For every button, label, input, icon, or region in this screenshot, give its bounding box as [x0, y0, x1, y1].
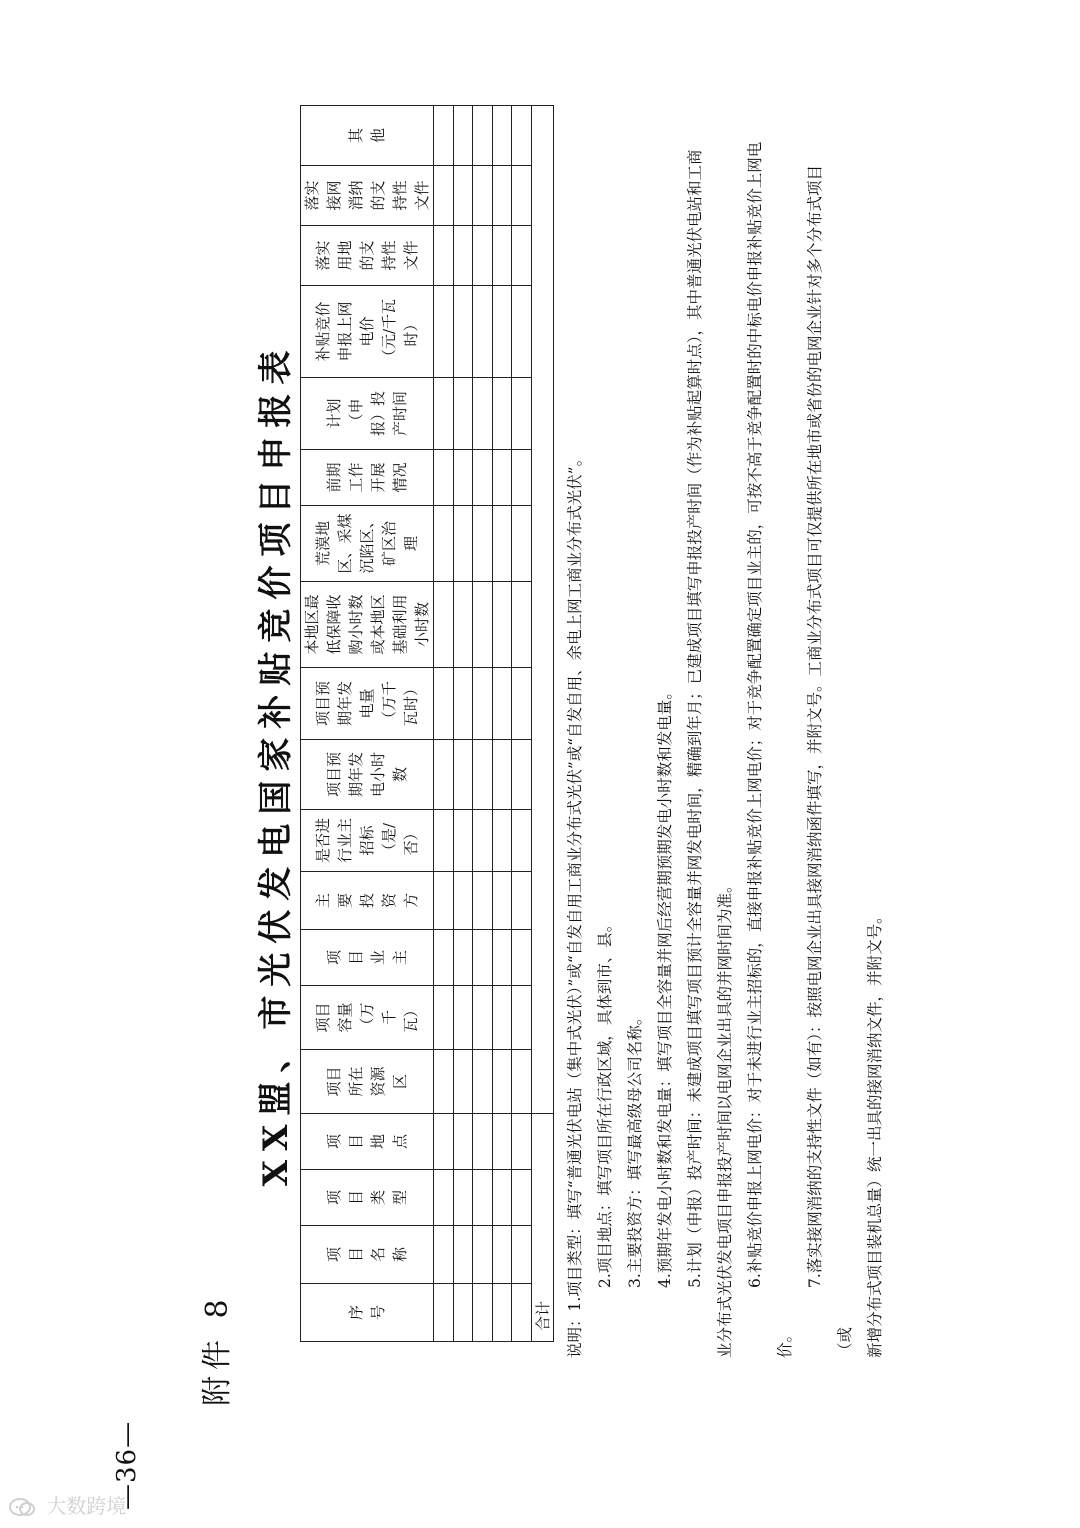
table-header-line: 电量	[358, 688, 376, 719]
table-header-line: （元/千瓦	[380, 298, 398, 365]
table-header-label	[323, 391, 411, 436]
note-5-continued: 业分布式光伏发电项目申报投产时间以电网企业出具的并网时间为准。	[716, 877, 734, 1358]
table-cell	[453, 582, 473, 668]
table-header-line: 文件	[413, 180, 431, 211]
table-header-line: 业	[369, 950, 387, 966]
table-header-label	[301, 595, 433, 655]
table-cell	[453, 506, 473, 582]
table-cell	[473, 986, 493, 1050]
table-cell	[473, 106, 493, 166]
table-cell	[473, 226, 493, 286]
table-cell	[473, 1284, 493, 1342]
table-cell	[492, 1284, 512, 1342]
table-header-line: 是否进	[314, 818, 332, 864]
table-cell	[473, 1114, 493, 1170]
table-cell	[512, 582, 532, 668]
table-header-cell	[301, 1050, 434, 1114]
table-header-line: 小时数	[413, 602, 431, 648]
table-header-line: 称	[391, 1247, 409, 1263]
table-header-label	[312, 1003, 422, 1033]
table-header-cell	[301, 986, 434, 1050]
table-header-line: 前期	[325, 462, 343, 493]
table-cell	[434, 872, 454, 930]
total-empty-cell	[531, 106, 553, 1114]
note-6	[740, 138, 770, 1358]
table-header-line: 持性	[391, 180, 409, 211]
table-cell	[453, 226, 473, 286]
table-header-line: 投	[358, 893, 376, 909]
table-row	[492, 106, 512, 1342]
table-cell	[453, 986, 473, 1050]
table-cell	[453, 740, 473, 810]
table-header-line: 电小时	[369, 752, 387, 798]
table-header-line: 容量	[336, 1002, 354, 1033]
table-header-cell	[301, 1114, 434, 1170]
table-cell	[434, 286, 454, 378]
table-cell	[492, 986, 512, 1050]
table-cell	[512, 668, 532, 740]
table-header-line: 资源	[369, 1066, 387, 1097]
table-header-line: 文件	[402, 240, 420, 271]
watermark	[8, 1490, 126, 1519]
table-header-cell	[301, 872, 434, 930]
table-header-label	[323, 1067, 411, 1097]
total-label: 合计	[531, 1114, 553, 1342]
table-cell	[453, 1114, 473, 1170]
table-header-line: 资	[380, 893, 398, 909]
table-cell	[473, 740, 493, 810]
note-5	[680, 138, 710, 1358]
table-cell	[473, 506, 493, 582]
table-header-line: 购小时数	[347, 594, 365, 655]
table-cell	[453, 378, 473, 450]
table-header-line: 其	[347, 128, 365, 144]
note-2: 2.项目地点：填写项目所在行政区域，具体到市、县。	[596, 916, 614, 1288]
table-header-cell	[301, 286, 434, 378]
table-header-label	[323, 950, 411, 965]
report-table	[300, 105, 554, 1342]
table-cell	[492, 106, 512, 166]
table-header-line: 地	[369, 1134, 387, 1150]
table-header-line: 类	[369, 1190, 387, 1206]
table-cell	[473, 930, 493, 986]
table-cell	[512, 226, 532, 286]
table-cell	[453, 1226, 473, 1284]
table-header-line: 沉陷区、	[358, 513, 376, 574]
table-header-label	[312, 299, 422, 364]
table-header-line: 期年发	[347, 752, 365, 798]
table-header-cell	[301, 226, 434, 286]
table-cell	[492, 286, 512, 378]
table-cell	[512, 106, 532, 166]
table-header-line: 区	[391, 1074, 409, 1090]
table-header-cell	[301, 378, 434, 450]
table-header-line: （是/	[380, 822, 398, 859]
table-cell	[492, 810, 512, 872]
note-4: 4.预期年发电小时数和发电量：填写项目全容量并网后经营期预期发电小时数和发电量。	[656, 684, 674, 1288]
table-header-line: 落实	[314, 240, 332, 271]
table-cell	[473, 1050, 493, 1114]
table-header-line: 项	[325, 1247, 343, 1263]
table-header-line: 项目预	[314, 681, 332, 727]
table-header-cell	[301, 740, 434, 810]
table-header-line: 目	[347, 1247, 365, 1263]
table-cell	[453, 930, 473, 986]
table-row	[453, 106, 473, 1342]
table-header-label	[301, 181, 433, 211]
table-header-label	[323, 1247, 411, 1262]
table-cell	[434, 1284, 454, 1342]
note-5-line-1: 5.计划（申报）投产时间：未建成项目填写项目预计全容量并网发电时间，精确到年月；已建成项目填写申报投产时间（作为补贴起算时点），其中普通光伏电站和工商	[686, 149, 704, 1288]
annex-label: 附件 8	[200, 1293, 235, 1406]
table-cell	[512, 378, 532, 450]
table-cell	[473, 1226, 493, 1284]
table-header-line: 点	[391, 1134, 409, 1150]
table-cell	[473, 378, 493, 450]
table-cell	[473, 810, 493, 872]
table-cell	[512, 286, 532, 378]
table-cell	[512, 1226, 532, 1284]
table-header-line: 项	[325, 950, 343, 966]
table-cell	[512, 166, 532, 226]
table-cell	[512, 1050, 532, 1114]
chat-bubble-logo-icon	[8, 1497, 36, 1519]
table-header-line: 主	[391, 950, 409, 966]
table-header-line: 目	[347, 1190, 365, 1206]
table-header-cell	[301, 1284, 434, 1342]
table-header-line: 型	[391, 1190, 409, 1206]
table-header-line: 项	[325, 1190, 343, 1206]
table-cell	[512, 930, 532, 986]
table-cell	[453, 166, 473, 226]
table-header-line: （万千	[380, 681, 398, 727]
notes-section	[560, 138, 890, 1358]
table-cell	[434, 450, 454, 506]
table-cell	[434, 582, 454, 668]
table-cell	[492, 1114, 512, 1170]
table-header-label	[312, 514, 422, 574]
table-cell	[434, 226, 454, 286]
table-cell	[434, 1050, 454, 1114]
table-cell	[492, 506, 512, 582]
table-cell	[492, 930, 512, 986]
table-header-line: 本地区最	[303, 594, 321, 655]
table-header-line: （万	[358, 1002, 376, 1033]
table-header-cell	[301, 668, 434, 740]
table-header-line: 电价	[358, 316, 376, 347]
table-header-line: 时）	[402, 316, 420, 347]
table-header-line: 方	[402, 893, 420, 909]
table-header-line: 补贴竞价	[314, 301, 332, 362]
table-header-line: 目	[347, 950, 365, 966]
table-header-cell	[301, 106, 434, 166]
table-header-cell	[301, 810, 434, 872]
table-cell	[512, 986, 532, 1050]
table-header-cell	[301, 930, 434, 986]
table-cell	[453, 106, 473, 166]
table-cell	[492, 1170, 512, 1226]
table-header-line: 序	[347, 1305, 365, 1321]
table-row	[434, 106, 454, 1342]
table-header-line: 工作	[347, 462, 365, 493]
table-header-line: 行业主	[336, 818, 354, 864]
note-7-line-1: 7.落实接网消纳的支持性文件（如有）：按照电网企业出具接网消纳函件填写，并附文号。工商业分布式项目可仅提供所在地市或省份的电网企业针对多个分布式项目（或	[806, 164, 854, 1358]
table-cell	[473, 286, 493, 378]
table-cell	[512, 1114, 532, 1170]
watermark-text: 大数跨境	[46, 1494, 127, 1518]
table-header-line: （申	[347, 398, 365, 429]
table-header-line: 基础利用	[391, 594, 409, 655]
table-header-line: 计划	[325, 398, 343, 429]
table-header-label	[323, 1190, 411, 1205]
table-cell	[512, 1284, 532, 1342]
page-title: XX盟、市光伏发电国家补贴竞价项目申报表	[256, 341, 296, 1187]
table-body	[434, 106, 554, 1342]
table-cell	[453, 668, 473, 740]
table-cell	[434, 106, 454, 166]
table-cell	[492, 582, 512, 668]
table-header-line: 持性	[380, 240, 398, 271]
table-cell	[492, 226, 512, 286]
table-header-line: 接网	[325, 180, 343, 211]
table-header-line: 情况	[391, 462, 409, 493]
table-header-label	[323, 752, 411, 797]
table-cell	[492, 166, 512, 226]
table-cell	[434, 378, 454, 450]
table-cell	[453, 810, 473, 872]
table-header-line: 低保障收	[325, 594, 343, 655]
table-header-label	[323, 463, 411, 493]
table-cell	[473, 668, 493, 740]
note-6-line-1: 6.补贴竞价申报上网电价：对于未进行业主招标的，直接申报补贴竞价上网电价；对于竞争配置确定项目业主的，可按不高于竞争配置时的中标电价申报补贴竞价上网电	[746, 141, 764, 1288]
table-header-line: 项目预	[325, 752, 343, 798]
table-header-line: 瓦时）	[402, 681, 420, 727]
table-header-line: 项目	[325, 1066, 343, 1097]
table-header-line: 所在	[347, 1066, 365, 1097]
table-header-line: 消纳	[347, 180, 365, 211]
table-cell	[492, 872, 512, 930]
table-cell	[512, 810, 532, 872]
table-cell	[453, 1050, 473, 1114]
table-header-line: 申报上网	[336, 301, 354, 362]
table-header-line: 要	[336, 893, 354, 909]
table-cell	[512, 506, 532, 582]
table-cell	[512, 740, 532, 810]
table-header-line: 数	[391, 767, 409, 783]
table-cell	[453, 1284, 473, 1342]
table-header-line: 项目	[314, 1002, 332, 1033]
table-header-line: 名	[369, 1247, 387, 1263]
note-1: 说明：1.项目类型：填写“普通光伏电站（集中式光伏）”或“自发自用工商业分布式光伏”或“自发自用、余电上网工商业分布式光伏”。	[566, 450, 584, 1358]
table-header-label	[323, 1134, 411, 1149]
table-cell	[434, 986, 454, 1050]
table-cell	[473, 1170, 493, 1226]
table-header-cell	[301, 1226, 434, 1284]
table-cell	[512, 450, 532, 506]
table-cell	[512, 872, 532, 930]
table-cell	[473, 166, 493, 226]
table-cell	[492, 668, 512, 740]
table-cell	[434, 166, 454, 226]
table-header-label	[312, 681, 422, 726]
table-header-line: 千	[380, 1010, 398, 1026]
table-cell	[473, 872, 493, 930]
table-header-line: 目	[347, 1134, 365, 1150]
table-header-line: 落实	[303, 180, 321, 211]
table-header-label	[345, 128, 389, 143]
table-cell	[492, 450, 512, 506]
table-cell	[434, 930, 454, 986]
table-header-line: 期年发	[336, 681, 354, 727]
table-header-cell	[301, 506, 434, 582]
table-header-label	[312, 241, 422, 271]
note-7	[800, 138, 860, 1358]
table-header-row	[301, 106, 434, 1342]
table-header-label	[312, 818, 422, 863]
table-header-line: 他	[369, 128, 387, 144]
table-cell	[473, 582, 493, 668]
table-header-line: 区、采煤	[336, 513, 354, 574]
table-header-cell	[301, 450, 434, 506]
table-cell	[492, 1050, 512, 1114]
table-header-cell	[301, 582, 434, 668]
page-number: —36—	[112, 1420, 142, 1510]
table-header-label	[312, 893, 422, 908]
table-header-line: 用地	[336, 240, 354, 271]
table-header-cell	[301, 166, 434, 226]
table-header-line: 矿区治	[380, 521, 398, 567]
table-cell	[434, 740, 454, 810]
table-cell	[434, 1226, 454, 1284]
table-cell	[512, 1170, 532, 1226]
note-3: 3.主要投资方：填写最高级母公司名称。	[626, 1009, 644, 1288]
table-cell	[492, 378, 512, 450]
table-cell	[473, 450, 493, 506]
note-7-continued: 新增分布式项目装机总量）统一出具的接网消纳文件，并附文号。	[866, 908, 884, 1358]
table-cell	[453, 1170, 473, 1226]
table-cell	[453, 450, 473, 506]
table-cell	[434, 1170, 454, 1226]
table-cell	[434, 668, 454, 740]
table-header-line: 荒漠地	[314, 521, 332, 567]
total-row	[531, 106, 553, 1342]
table-cell	[453, 872, 473, 930]
table-header-line: 否）	[402, 825, 420, 856]
note-6-continued: 价。	[776, 1326, 794, 1358]
table-header-line: 招标	[358, 825, 376, 856]
table-header-line: 项	[325, 1134, 343, 1150]
table-header-line: 报）投	[369, 391, 387, 437]
table-header-line: 主	[314, 893, 332, 909]
table-header-label	[345, 1305, 389, 1320]
table-cell	[453, 286, 473, 378]
table-cell	[434, 506, 454, 582]
table-cell	[492, 740, 512, 810]
table-header-line: 产时间	[391, 391, 409, 437]
table-header-line: 的支	[369, 180, 387, 211]
table-header-line: 或本地区	[369, 594, 387, 655]
table-row	[473, 106, 493, 1342]
table-header-line: 理	[402, 536, 420, 552]
table-header-cell	[301, 1170, 434, 1226]
table-header-line: 瓦）	[402, 1002, 420, 1033]
table-header-line: 号	[369, 1305, 387, 1321]
table-header-line: 开展	[369, 462, 387, 493]
table-cell	[434, 1114, 454, 1170]
table-cell	[492, 1226, 512, 1284]
table-row	[512, 106, 532, 1342]
table-header-line: 的支	[358, 240, 376, 271]
table-cell	[434, 810, 454, 872]
